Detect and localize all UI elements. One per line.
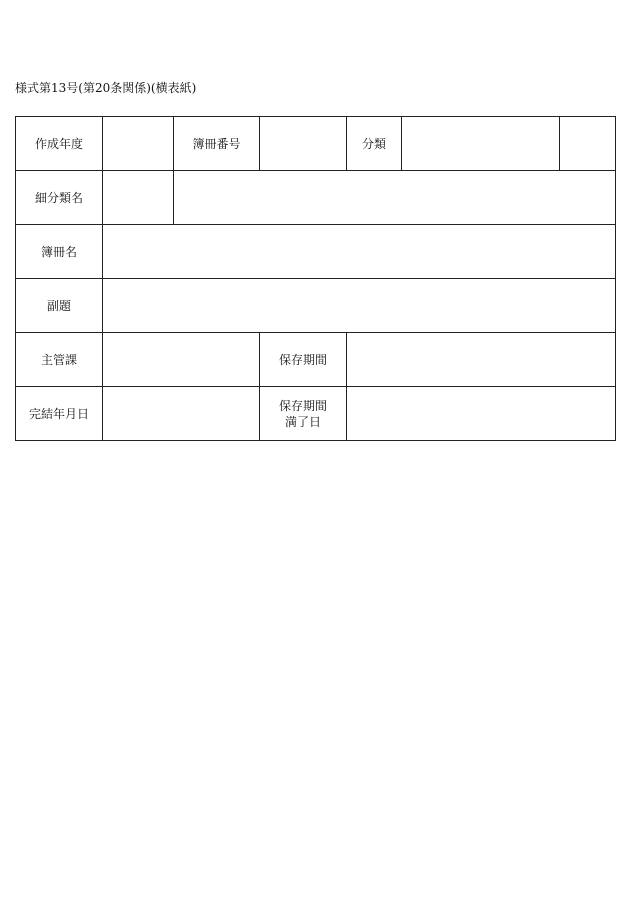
retention-expiry-label (260, 387, 347, 441)
creation-year-field[interactable] (103, 117, 174, 171)
subtitle-field[interactable] (103, 279, 616, 333)
completion-date-field[interactable] (103, 387, 260, 441)
subclassification-label: 細分類名 (16, 171, 103, 225)
retention-expiry-field[interactable] (347, 387, 616, 441)
completion-date-label: 完結年月日 (16, 387, 103, 441)
retention-expiry-label-line2: 満了日 (284, 414, 321, 429)
classification-label: 分類 (347, 117, 402, 171)
retention-expiry-label-line1: 保存期間 (278, 398, 327, 413)
department-field[interactable] (103, 333, 260, 387)
department-label: 主管課 (16, 333, 103, 387)
register-number-label: 簿冊番号 (174, 117, 260, 171)
register-name-label: 簿冊名 (16, 225, 103, 279)
row-department (16, 333, 616, 387)
row-subclassification (16, 171, 616, 225)
subclassification-name-field[interactable] (174, 171, 616, 225)
retention-period-label: 保存期間 (260, 333, 347, 387)
classification-extra-field[interactable] (560, 117, 616, 171)
subtitle-label: 副題 (16, 279, 103, 333)
row-subtitle (16, 279, 616, 333)
row-creation-year (16, 117, 616, 171)
cover-table (15, 116, 616, 441)
classification-field[interactable] (402, 117, 560, 171)
subclassification-code-field[interactable] (103, 171, 174, 225)
retention-period-field[interactable] (347, 333, 616, 387)
form-heading: 様式第13号(第20条関係)(横表紙) (15, 81, 197, 95)
register-number-field[interactable] (260, 117, 347, 171)
row-register-name (16, 225, 616, 279)
register-name-field[interactable] (103, 225, 616, 279)
row-completion-date (16, 387, 616, 441)
creation-year-label: 作成年度 (16, 117, 103, 171)
